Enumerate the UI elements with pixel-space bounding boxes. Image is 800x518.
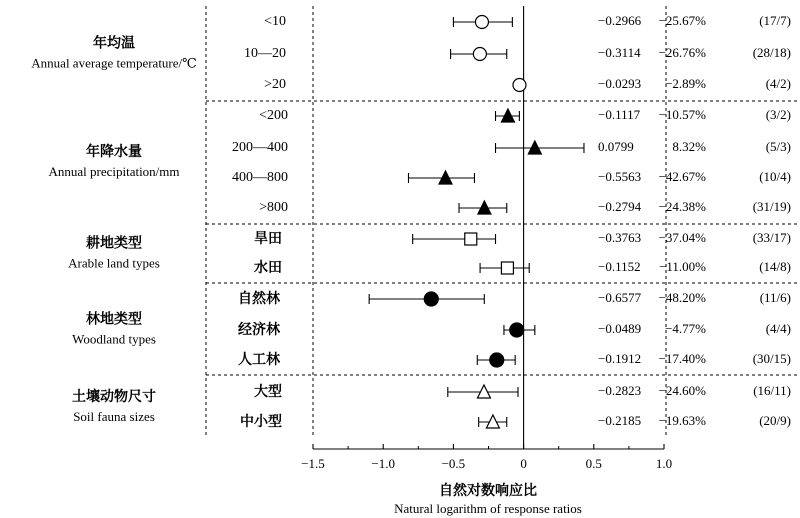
group-label: 年降水量 [86,144,142,160]
value-columns [598,13,791,428]
x-tick-label: −1.0 [371,455,395,471]
percent-change: −24.60% [658,382,706,398]
sample-size: (14/8) [759,258,791,274]
percent-change: −4.77% [665,320,706,336]
percent-change: −11.00% [659,258,706,274]
row-label: 大型 [254,384,282,400]
sample-size: (5/3) [765,138,791,154]
percent-change: 8.32% [672,138,706,154]
row-label: <10 [264,14,286,30]
x-axis [301,444,672,516]
effect-marker [510,323,524,337]
effect-value: −0.1912 [598,350,642,366]
effect-marker [473,48,486,61]
effect-value: −0.2823 [598,382,642,398]
sample-size: (20/9) [759,412,791,428]
x-tick-label: −1.5 [301,455,325,471]
row-label: 自然林 [238,291,280,307]
row-label: >800 [259,200,288,216]
row-label: 水田 [254,260,282,276]
x-axis-label: 自然对数响应比 [439,483,537,499]
row-label: 人工林 [238,352,280,368]
sample-size: (17/7) [759,12,791,28]
effect-value: −0.0293 [598,75,642,91]
effect-value: −0.3763 [598,229,642,245]
effect-value: −0.5563 [598,168,642,184]
x-tick-label: 0 [520,455,527,471]
row-label: 10—20 [244,46,286,62]
group-label-en: Annual average temperature/℃ [31,55,197,71]
percent-change: −25.67% [658,12,706,28]
percent-change: −10.57% [658,106,706,122]
group-separators [206,6,800,436]
effect-marker [465,233,477,245]
effect-marker [475,16,488,29]
group-label-en: Soil fauna sizes [73,408,155,424]
sample-size: (10/4) [759,168,791,184]
percent-change: −17.40% [658,350,706,366]
confidence-intervals [369,17,584,427]
effect-value: −0.0489 [598,320,642,336]
group-label: 土壤动物尺寸 [72,389,156,405]
x-tick-label: 0.5 [585,455,602,471]
effect-value: −0.2185 [598,412,642,428]
row-label: <200 [259,108,288,124]
group-label: 林地类型 [86,311,142,328]
effect-marker [501,262,513,274]
sample-size: (3/2) [765,106,791,122]
row-label: 经济林 [238,322,280,338]
sample-size: (30/15) [752,350,791,366]
row-labels [232,14,288,430]
effect-value: −0.6577 [598,289,642,305]
group-labels [31,35,196,424]
row-label: >20 [264,77,286,93]
group-label-en: Arable land types [68,255,160,271]
percent-change: −24.38% [658,198,706,214]
effect-value: −0.1152 [598,258,641,274]
sample-size: (11/6) [759,289,791,305]
row-label: 400—800 [232,170,288,186]
sample-size: (4/2) [765,75,791,91]
row-label: 中小型 [240,414,282,430]
group-label-en: Woodland types [72,331,156,347]
row-label: 200—400 [232,140,288,156]
group-label-en: Annual precipitation/mm [48,163,180,179]
sample-size: (33/17) [752,229,791,245]
sample-size: (28/18) [752,44,791,60]
sample-size: (16/11) [753,382,791,398]
effect-value: −0.3114 [598,44,641,60]
group-label: 耕地类型 [86,235,142,252]
sample-size: (31/19) [752,198,791,214]
percent-change: −42.67% [658,168,706,184]
effect-value: −0.2966 [598,12,642,28]
effect-value: 0.0799 [598,138,634,154]
x-axis-label-en: Natural logarithm of response ratios [394,500,582,516]
effect-value: −0.2794 [598,198,642,214]
effect-value: −0.1117 [598,106,641,122]
row-label: 旱田 [254,231,282,247]
effect-marker [513,79,526,92]
sample-size: (4/4) [765,320,791,336]
percent-change: −19.63% [658,412,706,428]
percent-change: −2.89% [665,75,706,91]
effect-marker [424,292,438,306]
x-tick-label: −0.5 [441,455,466,471]
x-tick-label: 1.0 [655,455,673,471]
group-label: 年均温 [93,35,135,52]
percent-change: −26.76% [658,44,706,60]
percent-change: −37.04% [658,229,706,245]
percent-change: −48.20% [658,289,706,305]
effect-marker [490,353,504,367]
